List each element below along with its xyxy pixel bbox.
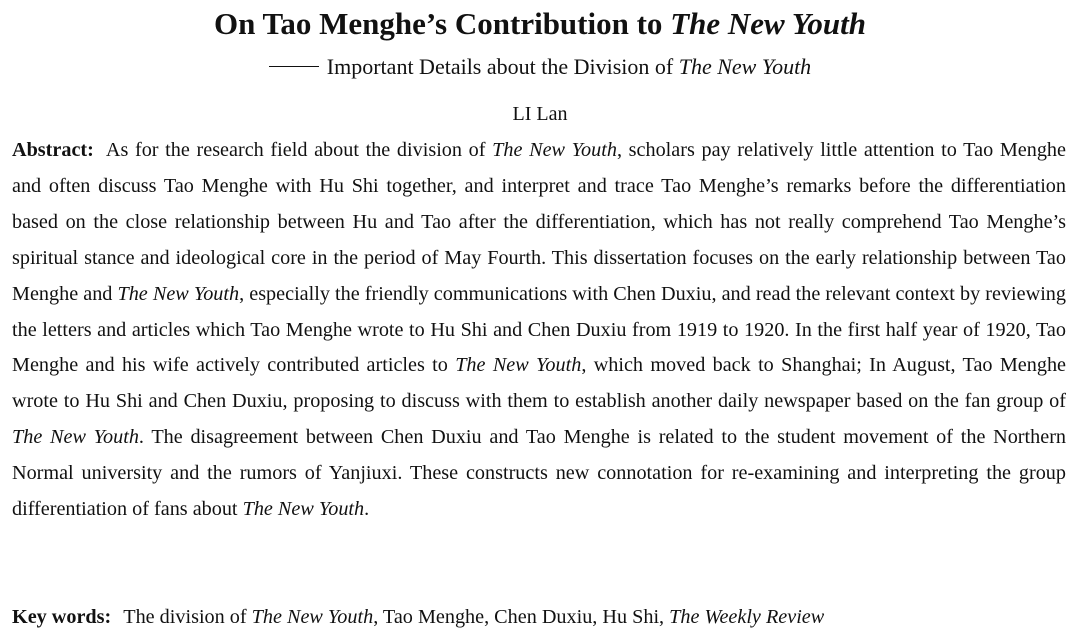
keywords-journal-name-1: The New Youth xyxy=(251,606,374,628)
subtitle-journal-name: The New Youth xyxy=(678,54,812,79)
abstract-text-3: , especially the friendly communications with Chen Duxiu, and read the relevant context by reviewing the letters and articles which Tao Menghe wrote to Hu Shi and Chen Duxiu from 1919 to 1920. In the first half year of 1920, Tao Menghe and his wife actively contributed articles to xyxy=(12,282,1066,377)
keywords-text-2: , Tao Menghe, Chen Duxiu, Hu Shi, xyxy=(373,606,670,628)
abstract-text-2: , scholars pay relatively little attention to Tao Menghe and often discuss Tao Menghe with Hu Shi together, and interpret and trace Tao Menghe’s remarks before the differentiation based on the close relationship between Hu and Tao after the differentiation, which has not really comprehend Tao Menghe’s spiritual stance and ideological core in the period of May Fourth. This dissertation focuses on the early relationship between Tao Menghe and xyxy=(12,139,1066,305)
abstract-journal-name-1: The New Youth xyxy=(492,139,617,161)
subtitle-dash xyxy=(269,66,319,67)
subtitle-text: Important Details about the Division of xyxy=(326,54,679,79)
keywords-line xyxy=(12,599,1066,635)
abstract-journal-name-4: The New Youth xyxy=(12,426,139,449)
keywords-text-1: The division of xyxy=(123,606,252,628)
keywords-label: Key words: xyxy=(12,606,112,628)
title-text: On Tao Menghe’s Contribution to xyxy=(214,6,671,41)
abstract-text-1: As for the research field about the division of xyxy=(105,139,493,161)
paper-author: LI Lan xyxy=(512,103,568,125)
abstract-text-6: . xyxy=(364,498,370,521)
abstract-journal-name-3: The New Youth xyxy=(455,354,582,377)
abstract-journal-name-5: The New Youth xyxy=(242,498,365,521)
abstract-journal-name-2: The New Youth xyxy=(117,282,240,305)
title-journal-name: The New Youth xyxy=(670,6,866,41)
paper-title xyxy=(0,2,1080,46)
abstract-text-5: . The disagreement between Chen Duxiu and Tao Menghe is related to the student movement of the Northern Normal university and the rumors of Yanjiuxi. These constructs new connotation for re-examining and interpreting the group differentiation of fans about xyxy=(12,426,1067,521)
paper-subtitle xyxy=(0,50,1080,84)
abstract-text-4: , which moved back to Shanghai; In August, Tao Menghe wrote to Hu Shi and Chen Duxiu, proposing to discuss with them to establish another daily newspaper based on the fan group of xyxy=(12,354,1066,413)
keywords-journal-name-2: The Weekly Review xyxy=(669,606,825,628)
abstract-paragraph xyxy=(12,133,1066,528)
abstract-label: Abstract: xyxy=(12,139,94,161)
